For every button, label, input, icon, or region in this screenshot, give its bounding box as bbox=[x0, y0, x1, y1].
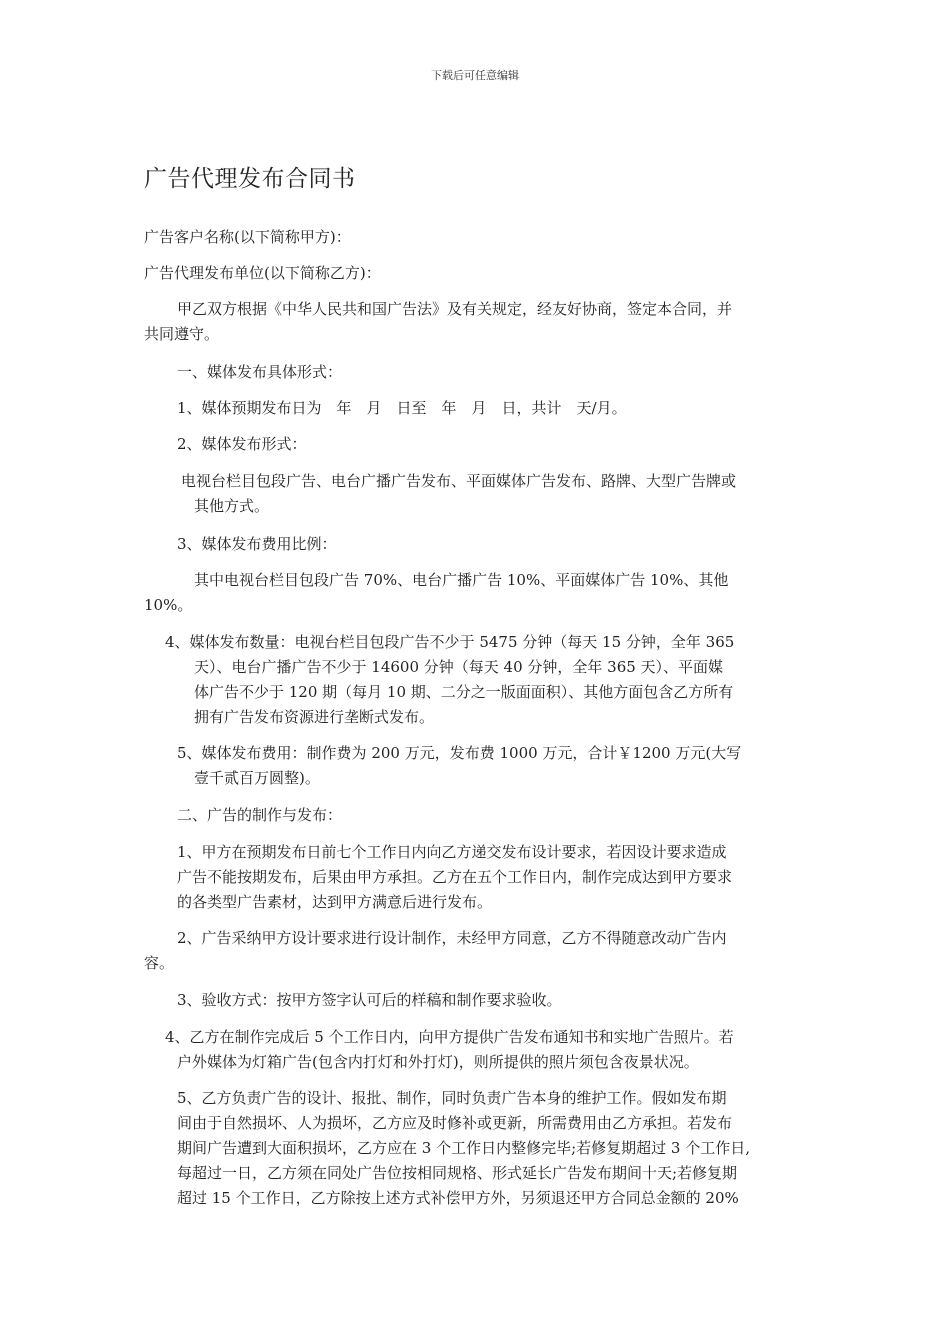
clause-1-3: 3、媒体发布费用比例： bbox=[177, 535, 337, 553]
clause-1-4-line-2: 天）、电台广播广告不少于 14600 分钟（每天 40 分钟，全年 365 天）、平面媒 bbox=[194, 658, 724, 676]
clause-1-5-line-1: 5、媒体发布费用：制作费为 200 万元，发布费 1000 万元，合计￥1200 万元(大写 bbox=[177, 744, 742, 762]
clause-2-1-line-1: 1、甲方在预期发布日前七个工作日内向乙方递交发布设计要求，若因设计要求造成 bbox=[177, 843, 727, 861]
clause-2-1-line-3: 的各类型广告素材，达到甲方满意后进行发布。 bbox=[177, 893, 493, 911]
section-2-heading: 二、广告的制作与发布： bbox=[177, 806, 343, 824]
clause-1-5-line-2: 壹千贰百万圆整)。 bbox=[194, 769, 320, 787]
clause-1-1: 1、媒体预期发布日为 年 月 日至 年 月 日，共计 天/月。 bbox=[177, 399, 627, 417]
clause-2-2-line-1: 2、广告采纳甲方设计要求进行设计制作，未经甲方同意，乙方不得随意改动广告内 bbox=[177, 929, 727, 947]
document-title: 广告代理发布合同书 bbox=[144, 166, 356, 192]
clause-2-3: 3、验收方式：按甲方签字认可后的样稿和制作要求验收。 bbox=[177, 991, 562, 1009]
clause-2-5-line-5: 超过 15 个工作日，乙方除按上述方式补偿甲方外，另须退还甲方合同总金额的 20% bbox=[177, 1189, 739, 1207]
clause-2-5-line-4: 每超过一日，乙方须在同处广告位按相同规格、形式延长广告发布期间十天;若修复期 bbox=[177, 1164, 738, 1182]
clause-1-4-line-3: 体广告不少于 120 期（每月 10 期、二分之一版面面积）、其他方面包含乙方所有 bbox=[194, 683, 734, 701]
party-a-line: 广告客户名称(以下简称甲方)： bbox=[144, 228, 351, 246]
intro-line-2: 共同遵守。 bbox=[144, 325, 220, 343]
party-b-line: 广告代理发布单位(以下简称乙方)： bbox=[144, 264, 381, 282]
clause-2-4-line-1: 4、乙方在制作完成后 5 个工作日内，向甲方提供广告发布通知书和实地广告照片。若 bbox=[165, 1028, 734, 1046]
section-1-heading: 一、媒体发布具体形式： bbox=[177, 363, 343, 381]
clause-2-4-line-2: 户外媒体为灯箱广告(包含内打灯和外打灯)，则所提供的照片须包含夜景状况。 bbox=[177, 1053, 699, 1071]
clause-2-1-line-2: 广告不能按期发布，后果由甲方承担。乙方在五个工作日内，制作完成达到甲方要求 bbox=[177, 868, 733, 886]
clause-1-4-line-4: 拥有广告发布资源进行垄断式发布。 bbox=[194, 708, 435, 726]
clause-2-5-line-1: 5、乙方负责广告的设计、报批、制作，同时负责广告本身的维护工作。假如发布期 bbox=[177, 1089, 727, 1107]
clause-2-5-line-3: 期间广告遭到大面积损坏，乙方应在 3 个工作日内整修完毕;若修复期超过 3 个工作日, bbox=[177, 1139, 750, 1157]
clause-1-2-body-2: 其他方式。 bbox=[194, 497, 270, 515]
clause-2-5-line-2: 间由于自然损坏、人为损坏，乙方应及时修补或更新，所需费用由乙方承担。若发布 bbox=[177, 1114, 733, 1132]
clause-1-3-body-1: 其中电视台栏目包段广告 70%、电台广播广告 10%、平面媒体广告 10%、其他 bbox=[194, 571, 729, 589]
clause-2-2-line-2: 容。 bbox=[144, 954, 175, 972]
page-header: 下载后可任意编辑 bbox=[431, 69, 519, 82]
clause-1-2: 2、媒体发布形式： bbox=[177, 435, 307, 453]
clause-1-4-line-1: 4、媒体发布数量：电视台栏目包段广告不少于 5475 分钟（每天 15 分钟，全年 365 bbox=[165, 633, 735, 651]
clause-1-2-body-1: 电视台栏目包段广告、电台广播广告发布、平面媒体广告发布、路牌、大型广告牌或 bbox=[181, 472, 737, 490]
clause-1-3-body-2: 10%。 bbox=[144, 596, 193, 614]
intro-line-1: 甲乙双方根据《中华人民共和国广告法》及有关规定，经友好协商，签定本合同，并 bbox=[177, 300, 733, 318]
